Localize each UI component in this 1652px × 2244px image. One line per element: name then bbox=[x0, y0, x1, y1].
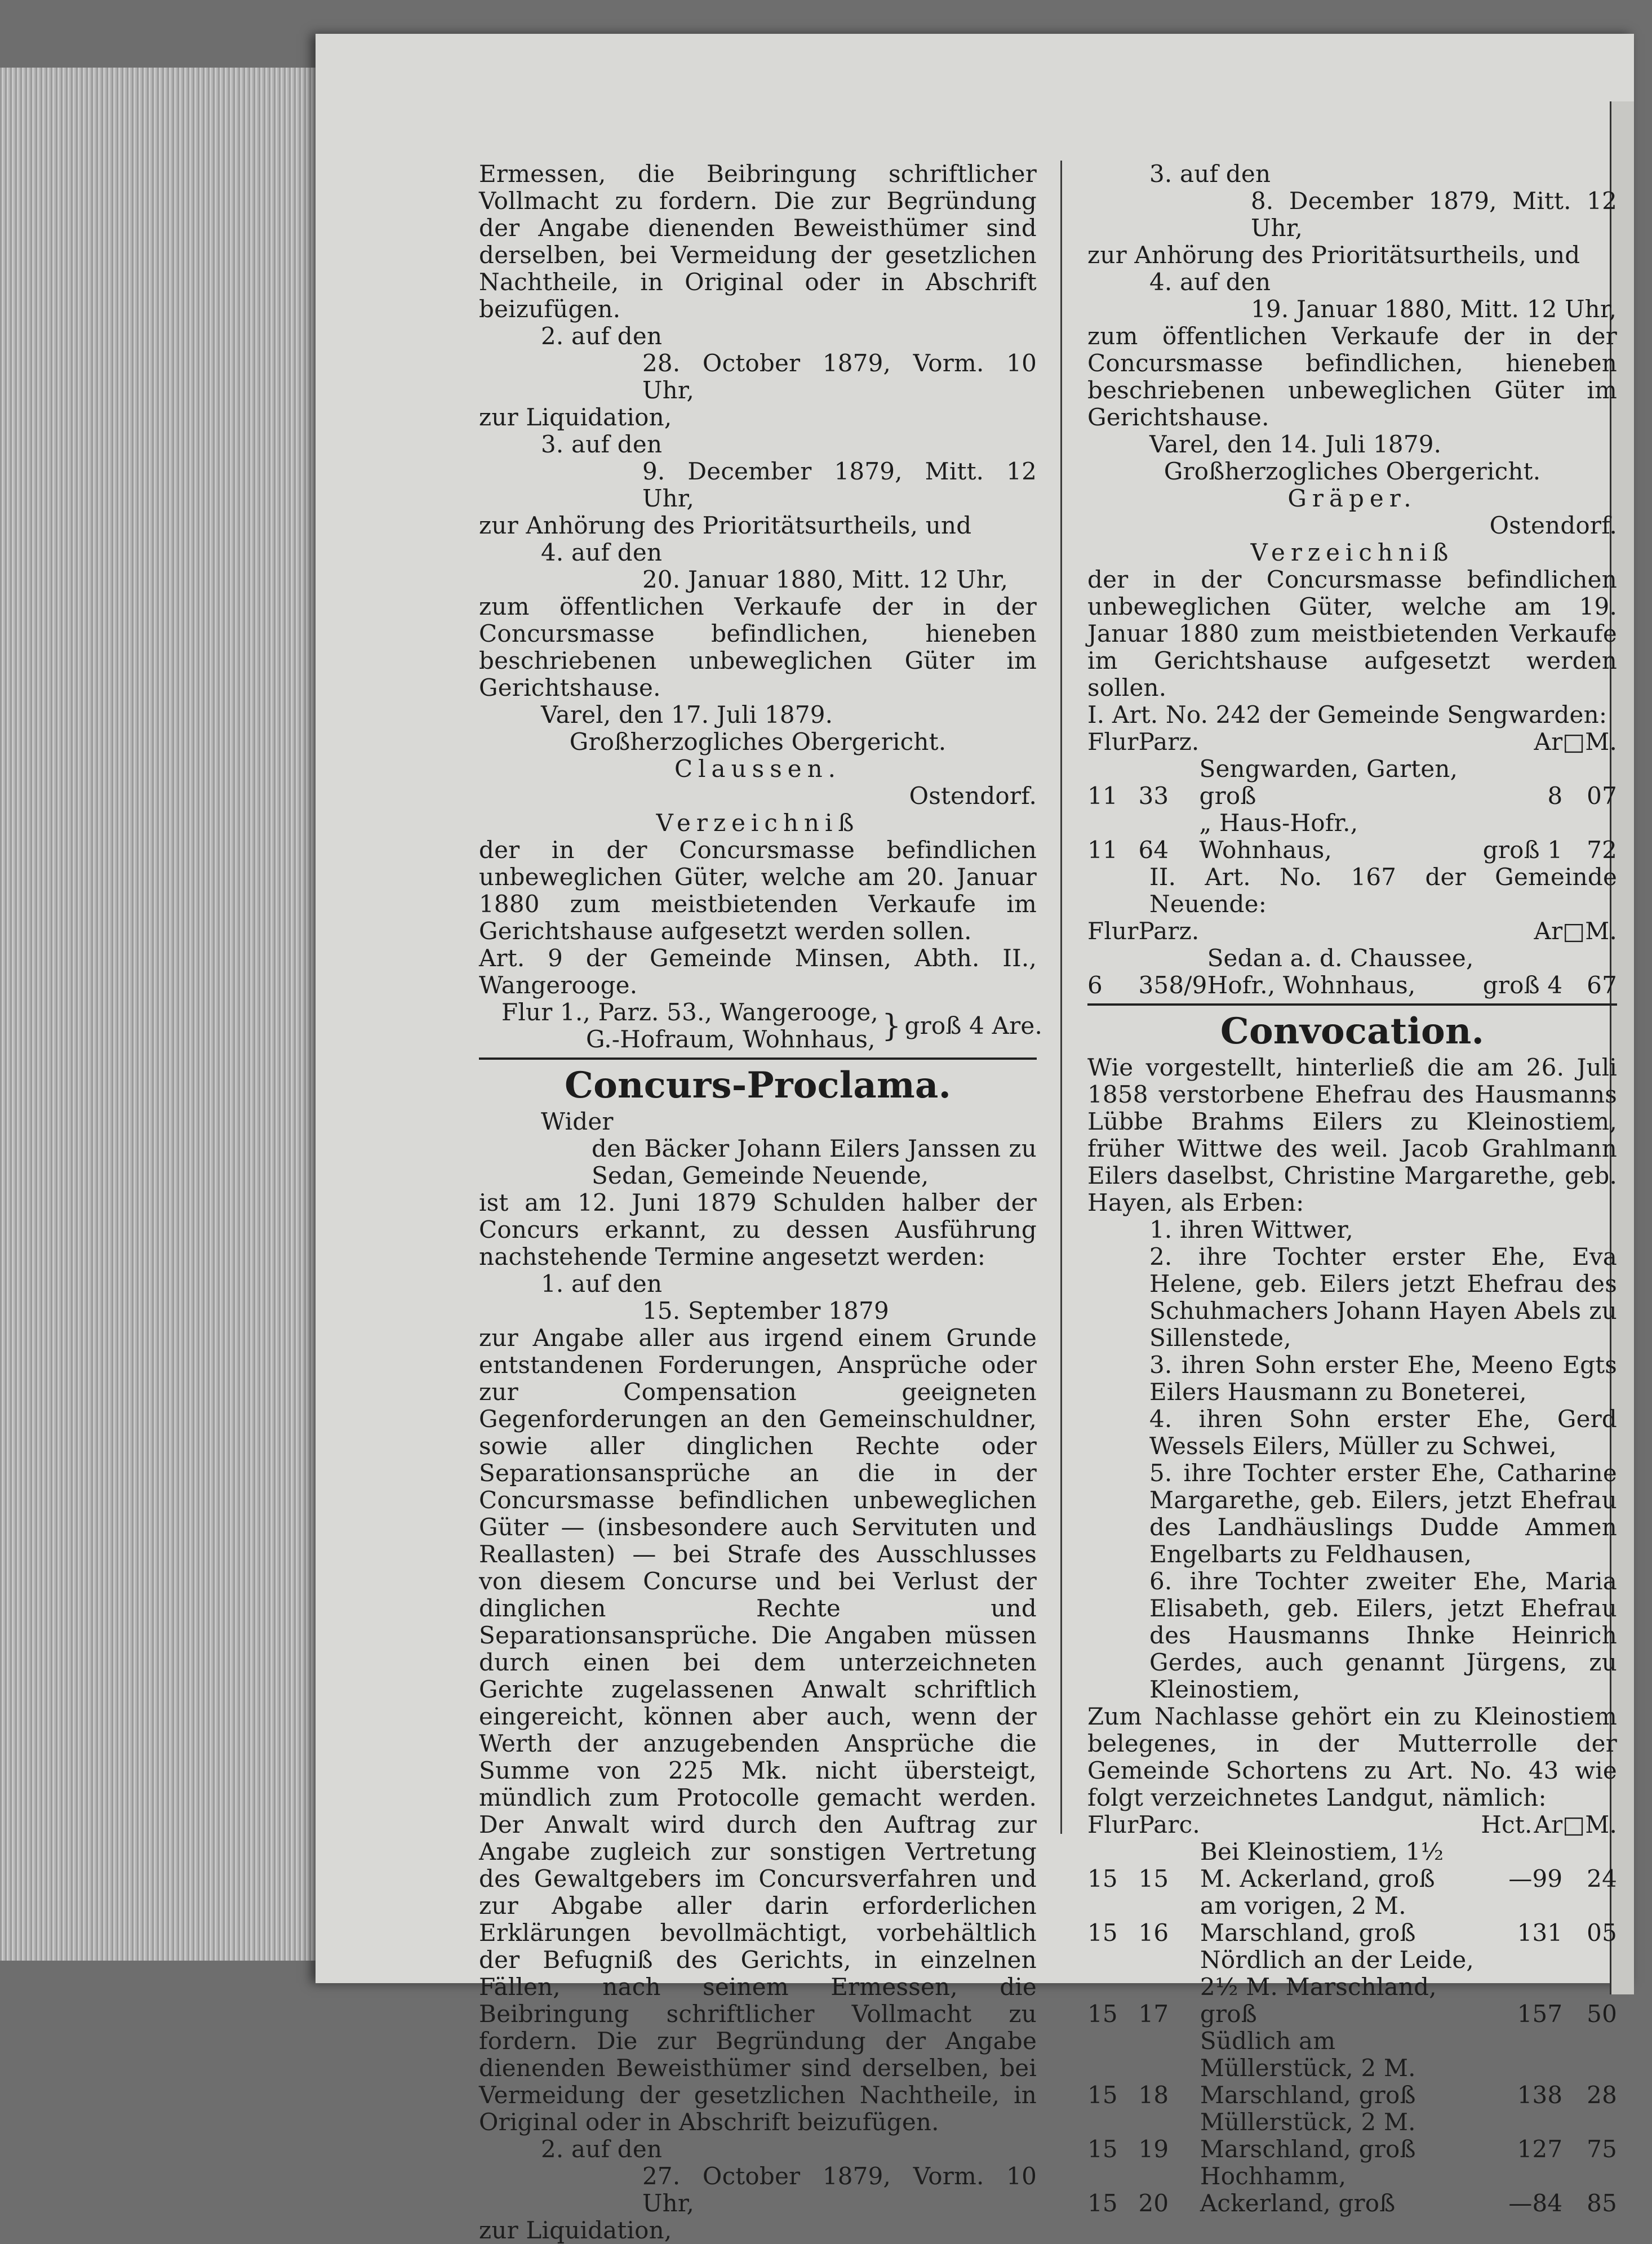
r-verzeichnis-title: Verzeichniß bbox=[1250, 539, 1454, 566]
cell-hct: 1 bbox=[1517, 1919, 1533, 1947]
term-4-date: 20. Januar 1880, Mitt. 12 Uhr, bbox=[642, 566, 1009, 593]
r-court-name: Großherzogliches Obergericht. bbox=[1163, 457, 1541, 485]
cell-parc: 20 bbox=[1138, 2189, 1169, 2217]
header-cell: □M. bbox=[1562, 728, 1617, 756]
table-row bbox=[1087, 2109, 1617, 2163]
term-2-date: 28. October 1879, Vorm. 10 Uhr, bbox=[642, 349, 1037, 404]
wider: Wider bbox=[541, 1108, 614, 1135]
flur-entry bbox=[479, 998, 1043, 1053]
article-1-table bbox=[1087, 728, 1617, 864]
cell-hct: — bbox=[1508, 2189, 1533, 2217]
flur-size: groß 4 Are. bbox=[904, 1012, 1043, 1039]
cell-qm: 67 bbox=[1587, 971, 1617, 999]
r-term-3-date: 8. December 1879, Mitt. 12 Uhr, bbox=[1251, 187, 1617, 242]
proclama-term-2-label: 2. auf den bbox=[541, 2135, 663, 2163]
cell-flur: 15 bbox=[1087, 1865, 1118, 1892]
cell-desc: Sengwarden, Garten, groß bbox=[1199, 755, 1458, 810]
cell-parc: 16 bbox=[1138, 1919, 1169, 1947]
court-name: Großherzogliches Obergericht. bbox=[569, 728, 947, 756]
header-cell: Ar bbox=[1534, 728, 1563, 756]
cell-qm: 75 bbox=[1587, 2135, 1617, 2163]
table-row bbox=[1087, 2028, 1617, 2109]
heir-item: 1. ihren Wittwer, bbox=[1149, 1216, 1353, 1243]
table-row bbox=[1087, 2163, 1617, 2217]
cell-desc: Bei Kleinostiem, 1½ M. Ackerland, groß bbox=[1200, 1838, 1444, 1892]
header-cell: □M. bbox=[1562, 1811, 1617, 1838]
proclama-heading: Concurs-Proclama. bbox=[479, 1057, 1037, 1108]
term-4-label: 4. auf den bbox=[541, 539, 663, 566]
cell-qm: 28 bbox=[1587, 2081, 1617, 2109]
table-row bbox=[1087, 945, 1617, 999]
flur-line-1: Flur 1., Parz. 53., Wangerooge, bbox=[501, 998, 878, 1026]
cell-desc: am vorigen, 2 M. Marschland, groß bbox=[1200, 1892, 1416, 1947]
proclama-term-1-text: zur Angabe aller aus irgend einem Grunde entstandenen Forderungen, Ansprüche oder zur Compensation geeigneten Gegenforderungen an den Gemeinschuldner, sowie aller dinglichen Rechte oder Separationsansprüche an die in der Concursmasse befindlichen unbeweglichen Güter — (insbesondere auch Servituten und Reallasten) — bei Strafe des Ausschlusses von diesem Concurse und bei Verlust der dinglichen Rechte und Separationsansprüche. Die Angaben müssen durch einen bei dem unterzeichneten Gerichte zugelassenen Anwalt schriftlich eingereicht, können aber auch, wenn der Werth der anzugebenden Ansprüche die Summe von 225 Mk. nicht übersteigt, mündlich zum Protocolle gemacht werden. Der Anwalt wird durch den Auftrag zur Angabe zugleich zur sonstigen Vertretung des Gewaltgebers im Concursverfahren und zur Abgabe aller darin erforderlichen Erklärungen bevollmächtigt, vorbehältlich der Befugniß des Gerichts, in einzelnen Fällen, nach seinem Ermessen, die Beibringung schriftlicher Vollmacht zu fordern. Die zur Begründung der Angabe dienenden Beweisthümer sind derselben, bei Vermeidung der gesetzlichen Nachtheile, in Original oder in Abschrift beizufügen. bbox=[479, 1324, 1037, 2136]
cell-parc: 18 bbox=[1138, 2081, 1169, 2109]
verzeichnis-title: Verzeichniß bbox=[656, 809, 860, 837]
cell-hct: — bbox=[1508, 1865, 1533, 1892]
cell-desc: Müllerstück, 2 M. Marschland, groß bbox=[1200, 2108, 1416, 2163]
signature: Claussen. bbox=[674, 755, 842, 783]
cell-desc: Südlich am Müllerstück, 2 M. Marschland, groß bbox=[1200, 2027, 1416, 2109]
proclama-term-1-label: 1. auf den bbox=[541, 1270, 663, 1297]
r-term-4-label: 4. auf den bbox=[1149, 268, 1271, 296]
table-row bbox=[1087, 1838, 1617, 1892]
cell-ar: 99 bbox=[1532, 1865, 1563, 1892]
term-2-purpose: zur Liquidation, bbox=[479, 403, 672, 431]
cell-flur: 15 bbox=[1087, 2000, 1118, 2028]
left-column bbox=[479, 160, 1043, 2244]
intro-paragraph: Ermessen, die Beibringung schriftlicher Vollmacht zu fordern. Die zur Begründung der Angabe dienenden Beweisthümer sind derselben, bei Vermeidung der gesetzlichen Nachtheile, in Original oder in Abschrift beizufügen. bbox=[479, 160, 1037, 323]
debtor: den Bäcker Johann Eilers Janssen zu Sedan, Gemeinde Neuende, bbox=[592, 1135, 1037, 1189]
proclama-term-2-date: 27. October 1879, Vorm. 10 Uhr, bbox=[642, 2162, 1037, 2217]
table-header bbox=[1087, 1811, 1617, 1838]
cell-parz: 64 bbox=[1138, 836, 1169, 864]
r-term-4-date: 19. Januar 1880, Mitt. 12 Uhr, bbox=[1251, 295, 1617, 323]
table-header bbox=[1087, 728, 1617, 756]
header-cell: Flur bbox=[1087, 1811, 1139, 1838]
heir-item: 3. ihren Sohn erster Ehe, Meeno Egts Eilers Hausmann zu Boneterei, bbox=[1149, 1351, 1617, 1406]
place-date: Varel, den 17. Juli 1879. bbox=[541, 701, 833, 728]
cell-ar: 57 bbox=[1532, 2000, 1563, 2028]
cell-parz: 358/9 bbox=[1138, 971, 1207, 999]
heir-item: 6. ihre Tochter zweiter Ehe, Maria Elisabeth, geb. Eilers, jetzt Ehefrau des Hausmanns Ihnke Heinrich Gerdes, auch genannt Jürgens, zu Kleinostiem, bbox=[1149, 1567, 1617, 1703]
r-signature: Gräper. bbox=[1287, 485, 1417, 512]
cell-ar: groß 4 bbox=[1482, 971, 1563, 999]
term-2-label: 2. auf den bbox=[541, 322, 663, 350]
header-cell: Ar bbox=[1534, 917, 1563, 945]
cell-hct: 1 bbox=[1517, 2081, 1533, 2109]
cell-parz: 33 bbox=[1138, 782, 1169, 810]
convocation-heading: Convocation. bbox=[1087, 1003, 1617, 1054]
r-article-1: I. Art. No. 242 der Gemeinde Sengwarden: bbox=[1087, 701, 1607, 728]
article-2-table bbox=[1087, 918, 1617, 999]
cell-qm: 85 bbox=[1587, 2189, 1617, 2217]
header-cell: Flur bbox=[1087, 917, 1139, 945]
cell-desc: Hochhamm, Ackerland, groß bbox=[1200, 2162, 1396, 2217]
proclama-text: ist am 12. Juni 1879 Schulden halber der Concurs erkannt, zu dessen Ausführung nachstehende Termine angesetzt werden: bbox=[479, 1189, 1037, 1270]
term-3-label: 3. auf den bbox=[541, 430, 663, 458]
cell-qm: 05 bbox=[1587, 1919, 1617, 1947]
brace: } bbox=[881, 1008, 902, 1043]
cell-flur: 11 bbox=[1087, 836, 1118, 864]
cell-ar: 84 bbox=[1532, 2189, 1563, 2217]
cell-qm: 24 bbox=[1587, 1865, 1617, 1892]
column-divider bbox=[1060, 161, 1062, 1834]
verzeichnis-text: der in der Concursmasse befindlichen unbeweglichen Güter, welche am 20. Januar 1880 zum meistbietenden Verkaufe im Gerichtshause aufgesetzt werden sollen. bbox=[479, 836, 1037, 945]
cell-ar: 31 bbox=[1532, 1919, 1563, 1947]
header-cell: Flur bbox=[1087, 728, 1139, 756]
header-cell: Hct. bbox=[1481, 1811, 1533, 1838]
cell-parc: 17 bbox=[1138, 2000, 1169, 2028]
cell-flur: 15 bbox=[1087, 2189, 1118, 2217]
r-location: Ostendorf. bbox=[1489, 512, 1617, 539]
header-cell: Parc. bbox=[1138, 1811, 1200, 1838]
cell-desc: Sedan a. d. Chaussee, Hofr., Wohnhaus, bbox=[1207, 944, 1474, 999]
proclama-term-1-date: 15. September 1879 bbox=[642, 1297, 889, 1325]
term-4-purpose: zum öffentlichen Verkaufe der in der Concursmasse befindlichen, hieneben beschriebenen unbeweglichen Güter im Gerichtshause. bbox=[479, 593, 1037, 701]
cell-desc: „ Haus-Hofr., Wohnhaus, bbox=[1199, 809, 1358, 864]
r-term-3-purpose: zur Anhörung des Prioritätsurtheils, und bbox=[1087, 241, 1580, 269]
r-term-3-label: 3. auf den bbox=[1149, 160, 1271, 188]
cell-ar: groß 1 bbox=[1482, 836, 1563, 864]
r-article-2: II. Art. No. 167 der Gemeinde Neuende: bbox=[1149, 863, 1617, 918]
header-cell: Ar bbox=[1534, 1811, 1563, 1838]
cell-ar: 38 bbox=[1532, 2081, 1563, 2109]
header-cell: Parz. bbox=[1138, 917, 1200, 945]
cell-ar: 27 bbox=[1532, 2135, 1563, 2163]
header-cell: Parz. bbox=[1138, 728, 1200, 756]
proclama-term-2-purpose: zur Liquidation, bbox=[479, 2216, 672, 2244]
heir-item: 4. ihren Sohn erster Ehe, Gerd Wessels Eilers, Müller zu Schwei, bbox=[1149, 1405, 1617, 1460]
cell-flur: 11 bbox=[1087, 782, 1118, 810]
header-cell: □M. bbox=[1562, 917, 1617, 945]
heir-item: 5. ihre Tochter erster Ehe, Catharine Margarethe, geb. Eilers, jetzt Ehefrau des Landhäuslings Dudde Ammen Engelbarts zu Feldhausen, bbox=[1149, 1459, 1617, 1568]
cell-qm: 72 bbox=[1587, 836, 1617, 864]
article-line: Art. 9 der Gemeinde Minsen, Abth. II., Wangerooge. bbox=[479, 944, 1037, 999]
table-header bbox=[1087, 918, 1617, 945]
book-page-edges bbox=[0, 68, 364, 1961]
heir-item: 2. ihre Tochter erster Ehe, Eva Helene, geb. Eilers jetzt Ehefrau des Schuhmachers Johann Hayen Abels zu Sillenstede, bbox=[1149, 1243, 1617, 1352]
cell-qm: 07 bbox=[1587, 782, 1617, 810]
table-row bbox=[1087, 810, 1617, 864]
r-term-4-purpose: zum öffentlichen Verkaufe der in der Concursmasse befindlichen, hieneben beschriebenen unbeweglichen Güter im Gerichtshause. bbox=[1087, 322, 1617, 431]
term-3-purpose: zur Anhörung des Prioritätsurtheils, und bbox=[479, 512, 972, 539]
flur-line-2: G.-Hofraum, Wohnhaus, bbox=[586, 1025, 876, 1053]
cell-parc: 19 bbox=[1138, 2135, 1169, 2163]
estate-table bbox=[1087, 1811, 1617, 2217]
cell-hct: 1 bbox=[1517, 2000, 1533, 2028]
cell-qm: 50 bbox=[1587, 2000, 1617, 2028]
location: Ostendorf. bbox=[909, 782, 1037, 810]
cell-flur: 15 bbox=[1087, 1919, 1118, 1947]
estate-text: Zum Nachlasse gehört ein zu Kleinostiem belegenes, in der Mutterrolle der Gemeinde Schortens zu Art. No. 43 wie folgt verzeichnetes Landgut, nämlich: bbox=[1087, 1703, 1617, 1811]
cell-ar: 8 bbox=[1547, 782, 1563, 810]
right-column bbox=[1087, 161, 1617, 2217]
table-row bbox=[1087, 756, 1617, 810]
table-row bbox=[1087, 1947, 1617, 2028]
r-place-date: Varel, den 14. Juli 1879. bbox=[1149, 430, 1442, 458]
cell-flur: 6 bbox=[1087, 971, 1103, 999]
cell-parc: 15 bbox=[1138, 1865, 1169, 1892]
term-3-date: 9. December 1879, Mitt. 12 Uhr, bbox=[642, 457, 1037, 512]
table-row bbox=[1087, 1892, 1617, 1947]
cell-flur: 15 bbox=[1087, 2081, 1118, 2109]
cell-desc: Nördlich an der Leide, 2½ M. Marschland, groß bbox=[1200, 1946, 1474, 2028]
convocation-text: Wie vorgestellt, hinterließ die am 26. Juli 1858 verstorbene Ehefrau des Hausmanns Lübbe Brahms Eilers zu Kleinostiem, früher Wittwe des weil. Jacob Grahlmann Eilers daselbst, Christine Margarethe, geb. Hayen, als Erben: bbox=[1087, 1054, 1617, 1216]
header-cell bbox=[1200, 1811, 1481, 1838]
cell-flur: 15 bbox=[1087, 2135, 1118, 2163]
r-verzeichnis-text: der in der Concursmasse befindlichen unbeweglichen Güter, welche am 19. Januar 1880 zum meistbietenden Verkaufe im Gerichtshause aufgesetzt werden sollen. bbox=[1087, 566, 1617, 701]
cell-hct: 1 bbox=[1517, 2135, 1533, 2163]
